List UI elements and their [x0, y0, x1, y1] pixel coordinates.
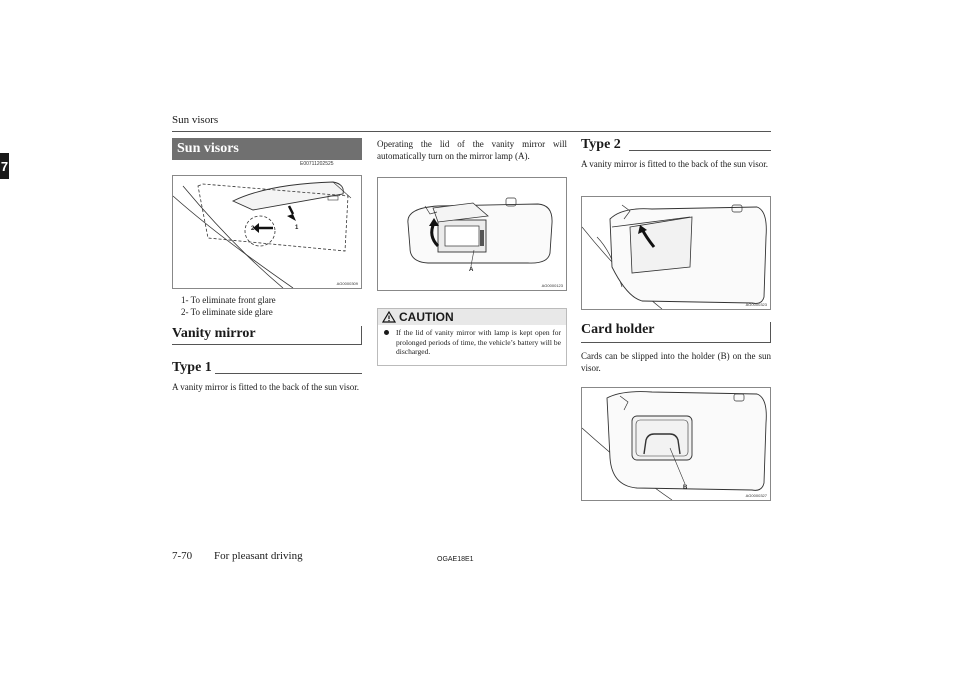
document-code: OGAE18E1 [437, 556, 474, 563]
card-holder-figure [581, 387, 771, 501]
figure-code: AG0000123 [541, 283, 563, 288]
sun-visor-figure [172, 175, 362, 289]
figure-label-1: 1 [295, 225, 299, 231]
caution-item [378, 325, 566, 361]
vanity-mirror-lamp-figure [377, 177, 567, 291]
caution-title: CAUTION [399, 310, 454, 324]
type2-text: A vanity mirror is fitted to the back of the sun visor. [581, 159, 768, 169]
type2-visor-illustration [582, 197, 770, 309]
chapter-tab: 7 [0, 153, 9, 179]
caution-header [378, 309, 566, 325]
list-item-number: 2- [181, 307, 189, 317]
card-holder-illustration [582, 388, 770, 500]
card-holder-text: Cards can be slipped into the holder (B) on the sun visor. [581, 351, 771, 373]
list-item [181, 306, 273, 318]
warning-triangle-icon [382, 311, 396, 323]
mirror-lamp-text: Operating the lid of the vanity mirror will automatically turn on the mirror lamp (A). [377, 139, 567, 161]
figure-label-a: A [469, 267, 474, 273]
caution-text: If the lid of vanity mirror with lamp is kept open for prolonged periods of time, the vehicle’s battery will be discharged. [396, 328, 561, 356]
section-code: E00711202525 [300, 161, 334, 167]
figure-code: AG0000327 [745, 493, 767, 498]
figure-code: AG0000309 [336, 281, 358, 286]
footer-section-name: For pleasant driving [214, 550, 303, 562]
type1-rule [215, 373, 362, 374]
running-header: Sun visors [172, 114, 219, 126]
section-title-bar: Sun visors [172, 138, 362, 160]
sun-visor-illustration [173, 176, 361, 288]
card-holder-heading: Card holder [581, 322, 771, 343]
list-item-number: 1- [181, 295, 189, 305]
list-item-text: To eliminate front glare [190, 295, 276, 305]
vanity-mirror-illustration [378, 178, 566, 290]
type2-rule [629, 150, 771, 151]
type2-heading: Type 2 [581, 137, 621, 152]
figure-code: AG0000323 [745, 302, 767, 307]
vanity-mirror-heading: Vanity mirror [172, 326, 362, 345]
type1-heading: Type 1 [172, 360, 212, 375]
header-rule [172, 131, 771, 132]
page-number: 7-70 [172, 550, 193, 562]
type1-text: A vanity mirror is fitted to the back of the sun visor. [172, 382, 359, 392]
list-item [181, 294, 276, 306]
type2-visor-figure [581, 196, 771, 310]
caution-box [377, 308, 567, 366]
bullet-icon [384, 330, 389, 335]
figure-label-b: B [683, 485, 688, 491]
figure-label-2: 2 [251, 226, 255, 232]
list-item-text: To eliminate side glare [190, 307, 273, 317]
